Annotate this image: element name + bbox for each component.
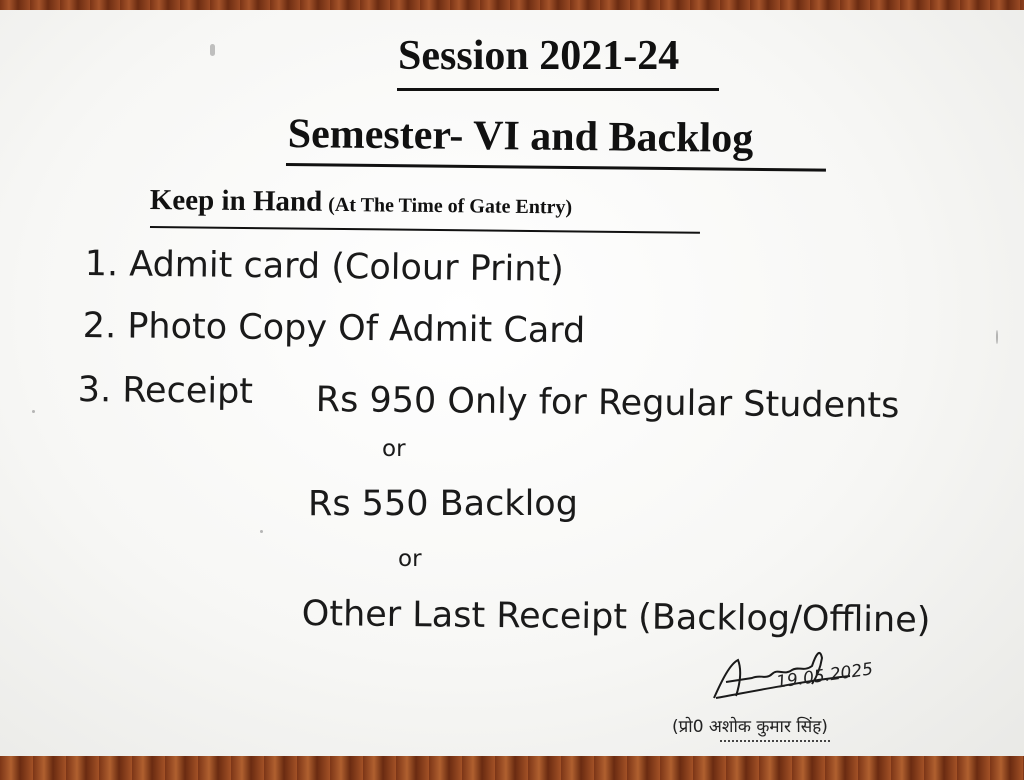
list-item-admit-card: 1. Admit card (Colour Print)	[84, 244, 565, 290]
page-subtitle: Semester- VI and Backlog	[287, 110, 754, 162]
keep-in-hand-label: Keep in Hand	[149, 184, 323, 218]
paper-speck	[996, 330, 998, 344]
keep-in-hand-heading	[150, 184, 573, 221]
signature-date: 19.05.2025	[775, 659, 875, 693]
page-title: Session 2021-24	[398, 33, 680, 79]
paper-speck	[210, 44, 215, 56]
or-separator: or	[382, 436, 406, 462]
wood-background-bottom	[0, 756, 1024, 780]
paper-speck	[32, 410, 35, 413]
receipt-option-other: Other Last Receipt (Backlog/Offline)	[301, 594, 931, 641]
title-underline	[397, 88, 719, 91]
gate-entry-note: (At The Time of Gate Entry)	[328, 193, 573, 219]
cut-off-text-line	[720, 740, 830, 746]
list-item-receipt: 3. Receipt	[77, 370, 254, 412]
signatory-name: (प्रो0 अशोक कुमार सिंह)	[672, 717, 828, 737]
list-item-photo-copy: 2. Photo Copy Of Admit Card	[82, 306, 586, 352]
paper-speck	[260, 530, 263, 533]
or-separator: or	[398, 546, 422, 572]
receipt-option-backlog: Rs 550 Backlog	[308, 484, 578, 524]
receipt-option-regular: Rs 950 Only for Regular Students	[315, 380, 900, 427]
